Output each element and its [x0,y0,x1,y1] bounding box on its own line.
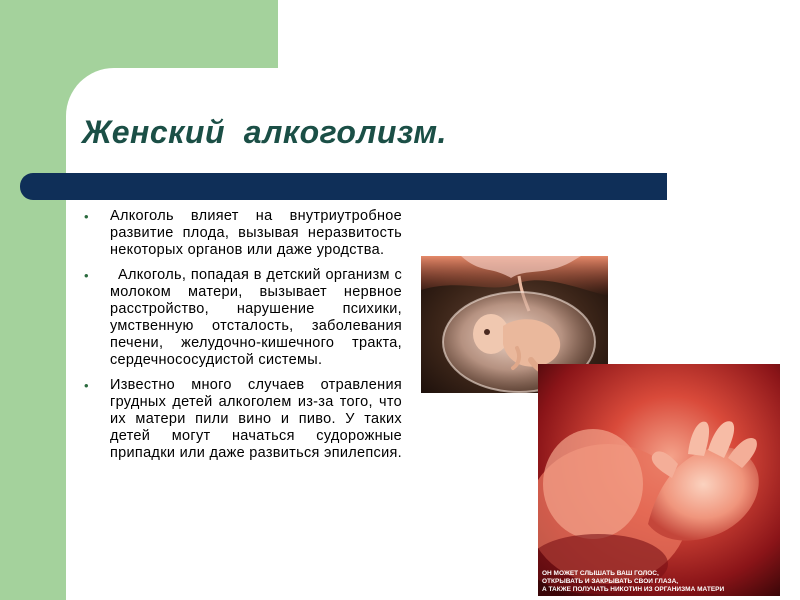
bullet-text: Алкоголь, попадая в детский организм с молоком матери, вызывает нервное расстройство, нарушение психики, умственную отсталость, заболевания печени, желудочно-кишечного тракта, сердечнососудистой системы. [110,267,402,368]
title-underline-bar [20,173,667,200]
bullet-item [82,377,402,462]
bullet-text: Известно много случаев отравления грудных детей алкоголем из-за того, что их матери пили вино и пиво. У таких детей могут начаться судорожные припадки или даже развиться эпилепсия. [110,377,402,461]
bullet-item [82,267,402,369]
fetus-hand-icon [538,364,780,596]
bullet-dot-icon: • [84,268,89,283]
bullet-dot-icon: • [84,209,89,224]
bullet-text: Алкоголь влияет на внутриутробное развитие плода, вызывая неразвитость некоторых органов или даже уродства. [110,208,402,258]
caption-line: А ТАКЖЕ ПОЛУЧАТЬ НИКОТИН ИЗ ОРГАНИЗМА МАТЕРИ [542,586,725,593]
slide-title: Женский алкоголизм. [82,114,447,150]
fetus-hand-photo [538,364,780,596]
photo-caption [542,570,778,594]
bullet-list [82,208,402,470]
bullet-dot-icon: • [84,378,89,393]
bullet-item [82,208,402,259]
caption-line: ОН МОЖЕТ СЛЫШАТЬ ВАШ ГОЛОС, [542,570,659,577]
caption-line: ОТКРЫВАТЬ И ЗАКРЫВАТЬ СВОИ ГЛАЗА, [542,578,679,585]
